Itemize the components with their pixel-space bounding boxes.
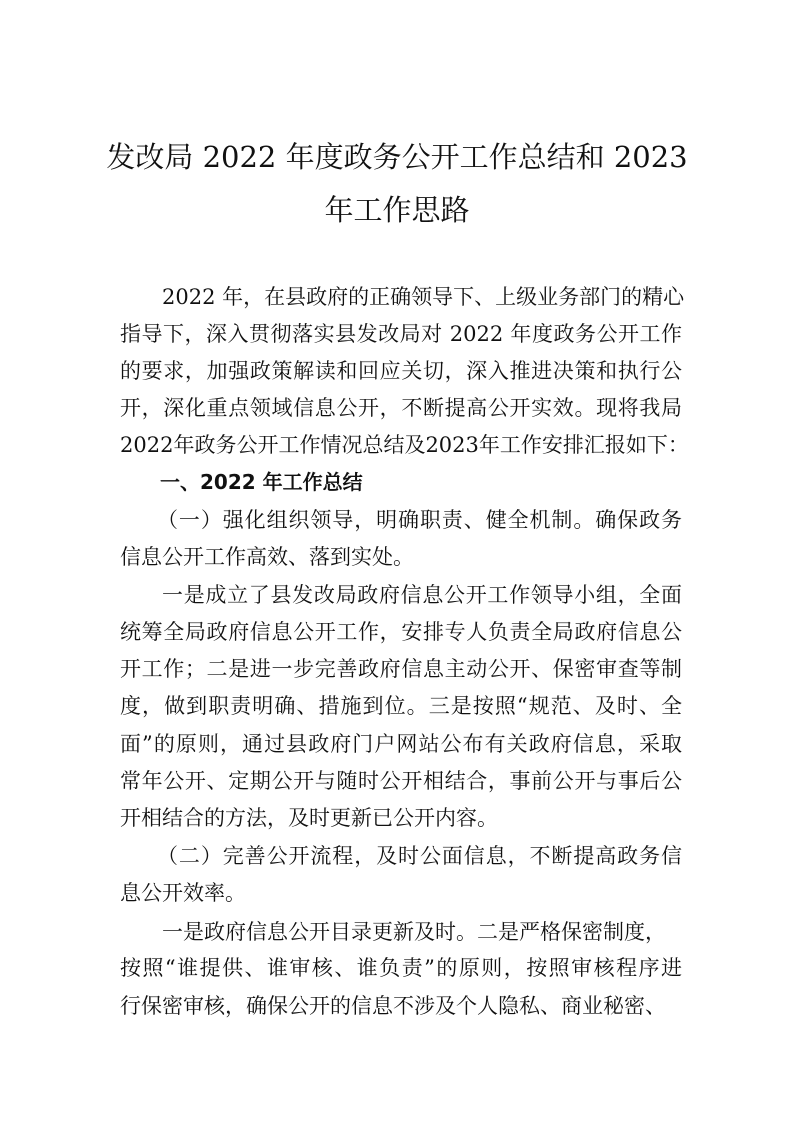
paragraph-line: 开工作；二是进一步完善政府信息主动公开、保密审查等制: [120, 657, 682, 681]
paragraph-line: 一是政府信息公开目录更新及时。二是严格保密制度，: [162, 920, 666, 944]
intro-line: 开，深化重点领域信息公开，不断提高公开实效。现将我局: [120, 396, 682, 420]
section-heading-summary: 一、2022 年工作总结: [160, 470, 363, 494]
paragraph-line: 一是成立了县发改局政府信息公开工作领导小组，全面: [162, 583, 682, 607]
subsection-heading-2: （二）完善公开流程，及时公面信息，不断提高政务信: [157, 844, 682, 868]
intro-line: 2022 年，在县政府的正确领导下、上级业务部门的精心: [162, 285, 685, 309]
paragraph-line: 度，做到职责明确、措施到位。三是按照“规范、及时、全: [120, 694, 682, 718]
subsection-heading-1-cont: 信息公开工作高效、落到实处。: [120, 545, 414, 569]
document-title-line-1: 发改局 2022 年度政务公开工作总结和 2023: [106, 140, 688, 174]
paragraph-line: 行保密审核，确保公开的信息不涉及个人隐私、商业秘密、: [120, 994, 666, 1018]
paragraph-line: 开相结合的方法，及时更新已公开内容。: [120, 806, 498, 830]
paragraph-line: 面”的原则，通过县政府门户网站公布有关政府信息，采取: [120, 732, 682, 756]
paragraph-line: 按照“谁提供、谁审核、谁负责”的原则，按照审核程序进: [120, 956, 682, 980]
document-title-line-2: 年工作思路: [324, 193, 470, 227]
paragraph-line: 常年公开、定期公开与随时公开相结合，事前公开与事后公: [120, 769, 682, 793]
subsection-heading-1: （一）强化组织领导，明确职责、健全机制。确保政务: [157, 508, 682, 532]
intro-line: 指导下，深入贯彻落实县发改局对 2022 年度政务公开工作: [120, 322, 682, 346]
intro-line: 的要求，加强政策解读和回应关切，深入推进决策和执行公: [120, 359, 682, 383]
paragraph-line: 统筹全局政府信息公开工作，安排专人负责全局政府信息公: [120, 620, 682, 644]
intro-line: 2022年政务公开工作情况总结及2023年工作安排汇报如下：: [120, 433, 689, 457]
subsection-heading-2-cont: 息公开效率。: [120, 881, 246, 905]
